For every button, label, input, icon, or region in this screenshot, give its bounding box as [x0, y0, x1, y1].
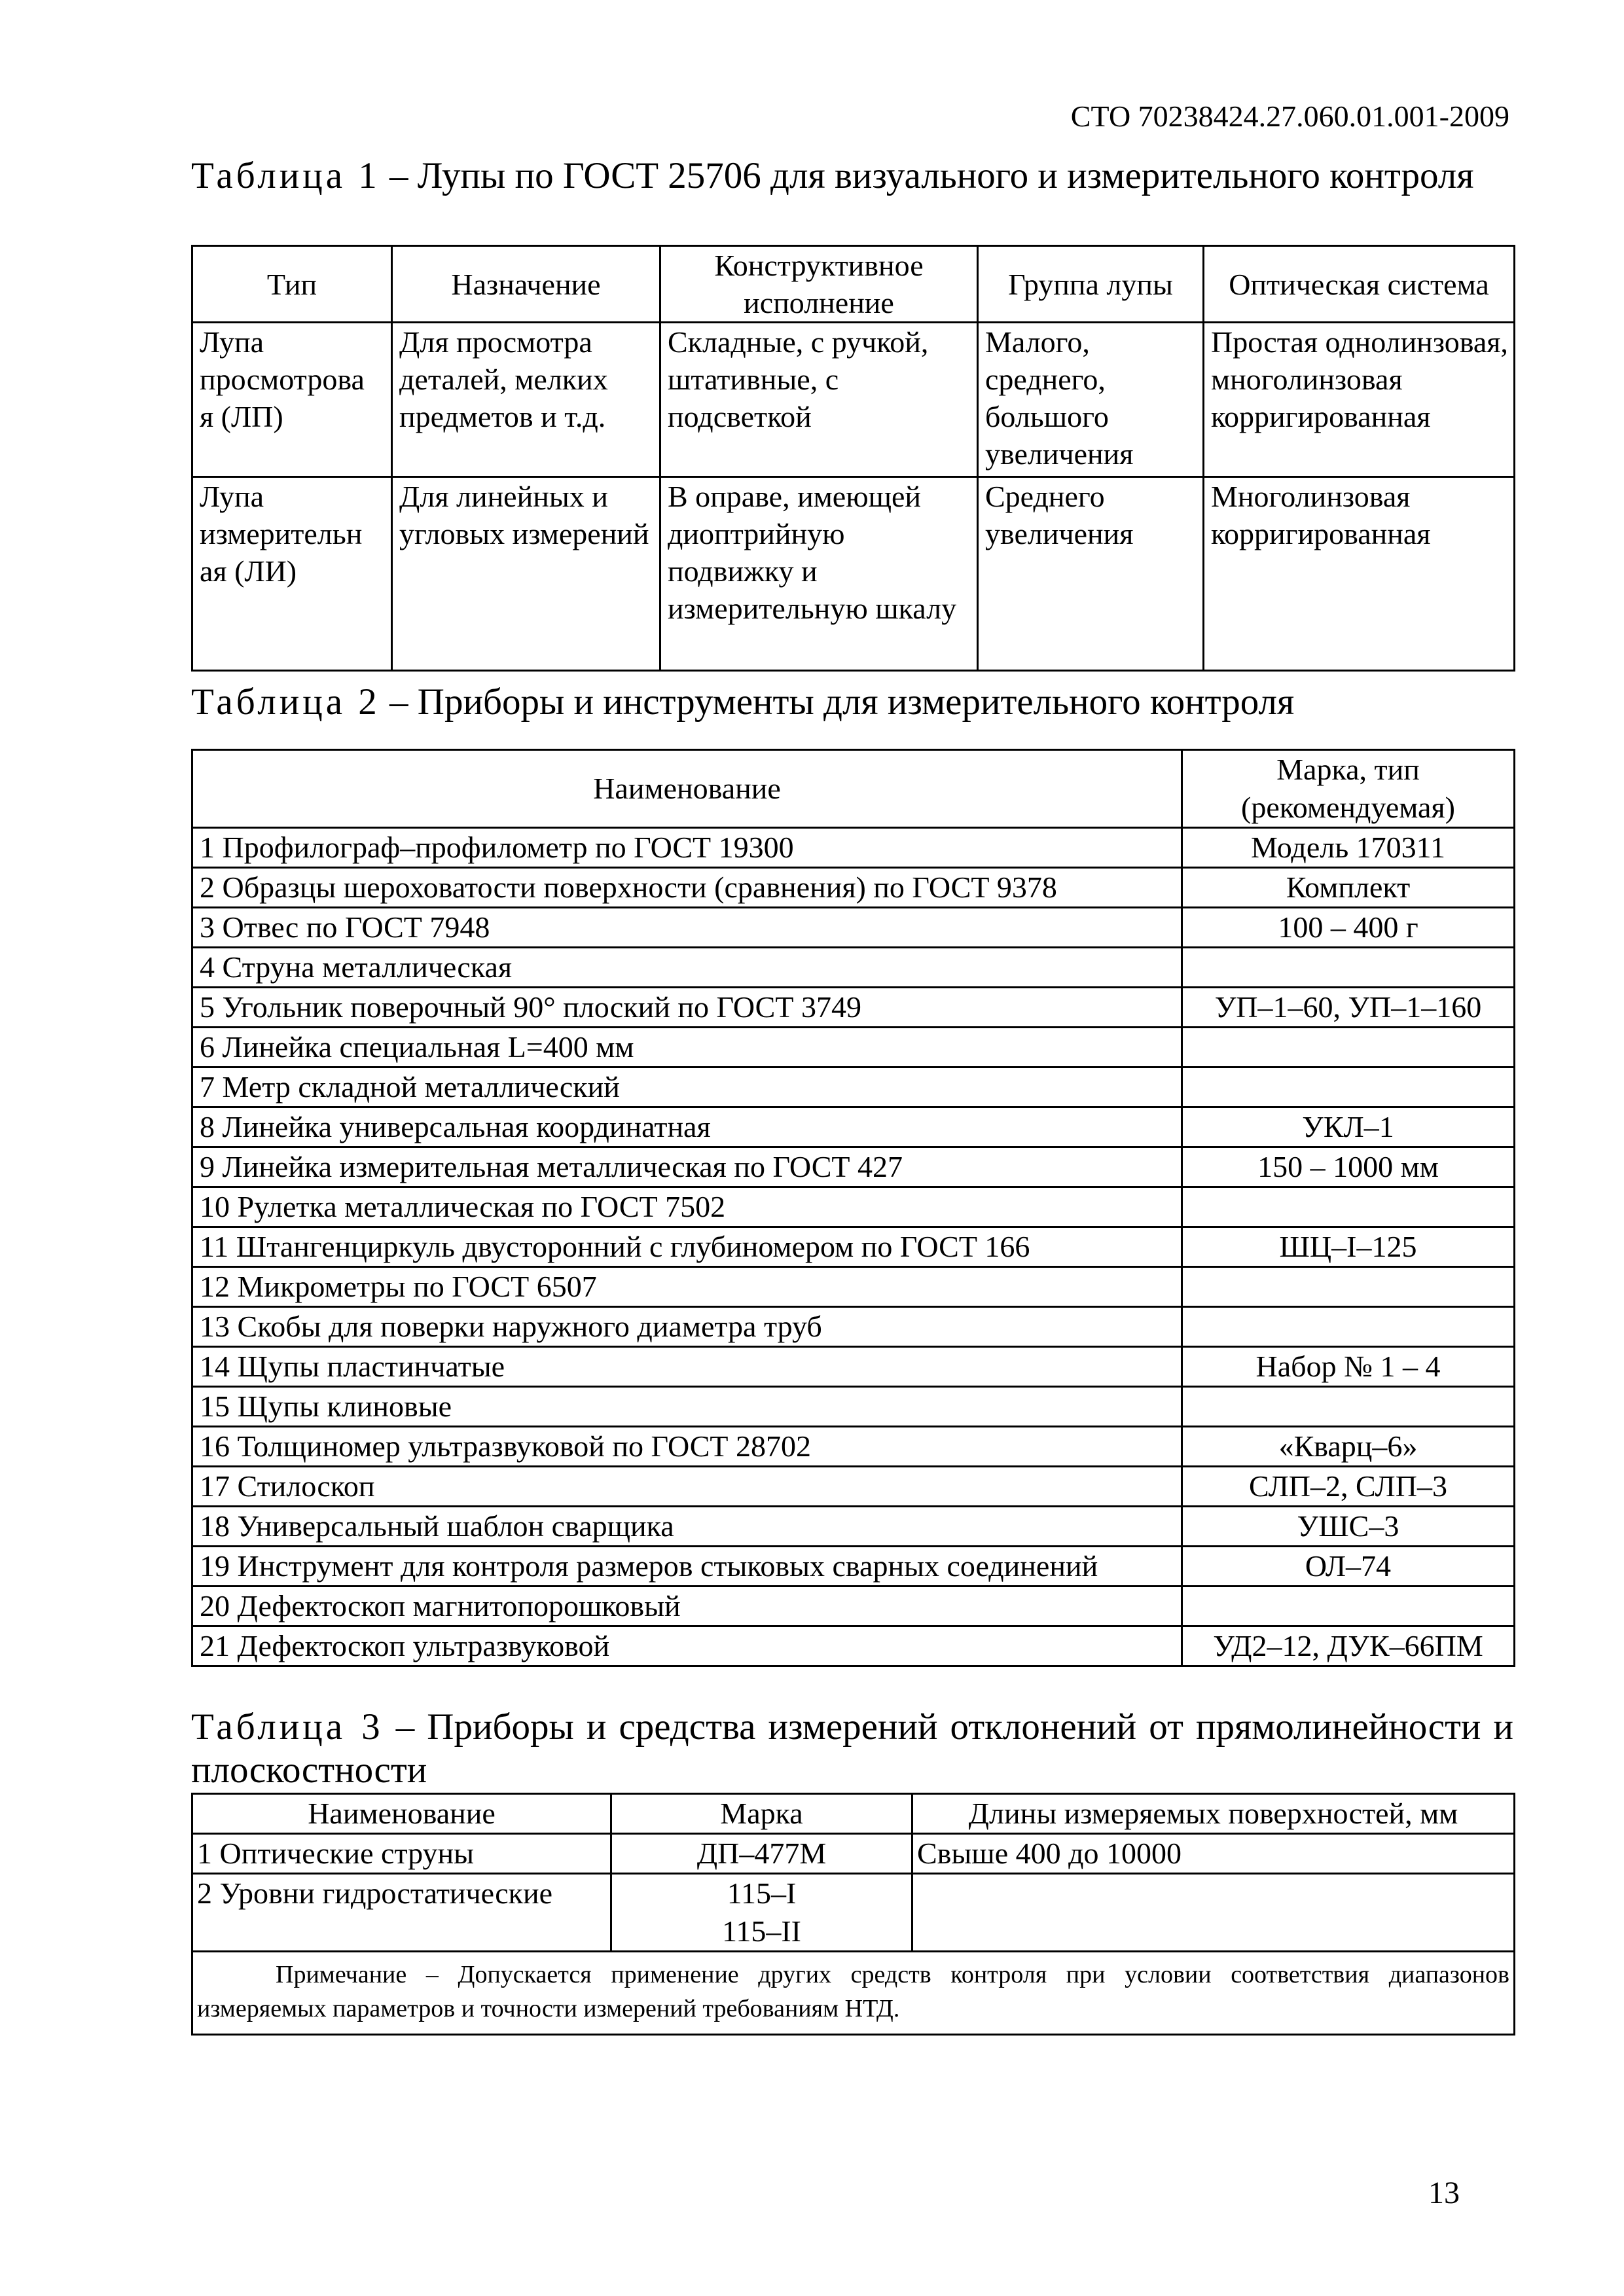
- table3-caption-text: – Приборы и средства измерений отклонений от прямолинейности и плоскостности: [191, 1706, 1514, 1791]
- table3-mark-line: 115–II: [722, 1914, 801, 1948]
- table1-row: [192, 477, 1515, 671]
- table2-row: [192, 1626, 1515, 1666]
- table2-row: [192, 828, 1515, 868]
- table2-cell-name: 17 Стилоскоп: [192, 1467, 1182, 1507]
- table-magnifiers: [191, 245, 1515, 672]
- table2-cell-mark: [1182, 948, 1515, 988]
- table3-mark-line: 115–I: [727, 1876, 797, 1910]
- table2-row: [192, 1107, 1515, 1147]
- table2-caption-label: Таблица 2: [191, 681, 380, 723]
- table1-cell: Многолинзовая корригированная: [1204, 477, 1515, 671]
- table3-caption: [191, 1706, 1513, 1792]
- table1-cell: Среднего увеличения: [978, 477, 1204, 671]
- table-straightness-instruments: [191, 1793, 1515, 2036]
- table2-row: [192, 988, 1515, 1028]
- table3-cell-mark: [611, 1874, 912, 1952]
- table2-cell-mark: [1182, 1307, 1515, 1347]
- table1-cell: Малого, среднего, большого увеличения: [978, 323, 1204, 477]
- table3-cell-mark: ДП–477М: [611, 1834, 912, 1874]
- table2-row: [192, 1427, 1515, 1467]
- table2-cell-name: 12 Микрометры по ГОСТ 6507: [192, 1267, 1182, 1307]
- table2-cell-name: 18 Универсальный шаблон сварщика: [192, 1507, 1182, 1547]
- table2-row: [192, 948, 1515, 988]
- table1-row: [192, 323, 1515, 477]
- table1-header-cell: Тип: [192, 246, 392, 323]
- table1-cell: В оправе, имеющей диоптрийную подвижку и измерительную шкалу: [660, 477, 978, 671]
- table2-row: [192, 1587, 1515, 1626]
- table1-header-row: [192, 246, 1515, 323]
- table2-cell-mark: Набор № 1 – 4: [1182, 1347, 1515, 1387]
- table2-cell-mark: ОЛ–74: [1182, 1547, 1515, 1587]
- table2-cell-name: 20 Дефектоскоп магнитопорошковый: [192, 1587, 1182, 1626]
- table1-caption-label: Таблица 1: [191, 155, 380, 196]
- table3-note: Примечание – Допускается применение других средств контроля при условии соответствия диапазонов измеряемых параметров и точности измерений требованиям НТД.: [192, 1952, 1515, 2035]
- table2-cell-name: 8 Линейка универсальная координатная: [192, 1107, 1182, 1147]
- table2-row: [192, 1467, 1515, 1507]
- table3-cell-length: [912, 1874, 1515, 1952]
- table2-row: [192, 1507, 1515, 1547]
- table2-row: [192, 1187, 1515, 1227]
- table1-cell: Для просмотра деталей, мелких предметов и т.д.: [392, 323, 660, 477]
- table2-cell-mark: [1182, 1387, 1515, 1427]
- table2-header-cell: Марка, тип (рекомендуемая): [1182, 750, 1515, 828]
- table1-cell: Лупа просмотрова я (ЛП): [192, 323, 392, 477]
- table2-cell-mark: УКЛ–1: [1182, 1107, 1515, 1147]
- table1-cell: Лупа измерительн ая (ЛИ): [192, 477, 392, 671]
- table2-row: [192, 1347, 1515, 1387]
- table3-header-row: [192, 1794, 1515, 1834]
- table1-caption: [191, 154, 1513, 198]
- table2-cell-name: 5 Угольник поверочный 90° плоский по ГОСТ 3749: [192, 988, 1182, 1028]
- table1-caption-text: – Лупы по ГОСТ 25706 для визуального и измерительного контроля: [389, 155, 1474, 196]
- table2-cell-name: 11 Штангенциркуль двусторонний с глубиномером по ГОСТ 166: [192, 1227, 1182, 1267]
- table2-header-cell: Наименование: [192, 750, 1182, 828]
- table2-cell-name: 2 Образцы шероховатости поверхности (сравнения) по ГОСТ 9378: [192, 868, 1182, 908]
- table2-cell-name: 19 Инструмент для контроля размеров стыковых сварных соединений: [192, 1547, 1182, 1587]
- table1-cell: Простая однолинзовая, многолинзовая корригированная: [1204, 323, 1515, 477]
- table2-cell-name: 14 Щупы пластинчатые: [192, 1347, 1182, 1387]
- table2-row: [192, 1547, 1515, 1587]
- table2-cell-mark: УШС–3: [1182, 1507, 1515, 1547]
- table2-caption-text: – Приборы и инструменты для измерительного контроля: [389, 681, 1295, 723]
- table2-cell-name: 6 Линейка специальная L=400 мм: [192, 1028, 1182, 1067]
- table3-note-row: [192, 1952, 1515, 2035]
- table2-row: [192, 1147, 1515, 1187]
- table2-cell-mark: 100 – 400 г: [1182, 908, 1515, 948]
- table3-cell-name: 1 Оптические струны: [192, 1834, 611, 1874]
- table2-row: [192, 868, 1515, 908]
- table2-row: [192, 1227, 1515, 1267]
- table2-row: [192, 1028, 1515, 1067]
- table2-cell-mark: [1182, 1187, 1515, 1227]
- table2-cell-name: 7 Метр складной металлический: [192, 1067, 1182, 1107]
- table2-cell-mark: [1182, 1587, 1515, 1626]
- table2-cell-name: 4 Струна металлическая: [192, 948, 1182, 988]
- table2-cell-mark: 150 – 1000 мм: [1182, 1147, 1515, 1187]
- table2-row: [192, 1267, 1515, 1307]
- table1-header-cell: Конструктивное исполнение: [660, 246, 978, 323]
- table2-cell-mark: СЛП–2, СЛП–3: [1182, 1467, 1515, 1507]
- table2-cell-name: 21 Дефектоскоп ультразвуковой: [192, 1626, 1182, 1666]
- table2-cell-mark: «Кварц–6»: [1182, 1427, 1515, 1467]
- table1-header-cell: Назначение: [392, 246, 660, 323]
- table2-cell-name: 10 Рулетка металлическая по ГОСТ 7502: [192, 1187, 1182, 1227]
- table1-cell: Для линейных и угловых измерений: [392, 477, 660, 671]
- document-code: СТО 70238424.27.060.01.001-2009: [1070, 99, 1509, 133]
- table3-caption-label: Таблица 3: [191, 1706, 384, 1748]
- table3-cell-length: Свыше 400 до 10000: [912, 1834, 1515, 1874]
- table3-row: [192, 1874, 1515, 1952]
- table2-header-row: [192, 750, 1515, 828]
- table2-cell-mark: Комплект: [1182, 868, 1515, 908]
- table2-cell-mark: [1182, 1267, 1515, 1307]
- table2-row: [192, 908, 1515, 948]
- table2-cell-name: 1 Профилограф–профилометр по ГОСТ 19300: [192, 828, 1182, 868]
- page-number: 13: [1428, 2176, 1460, 2210]
- table2-cell-name: 16 Толщиномер ультразвуковой по ГОСТ 28702: [192, 1427, 1182, 1467]
- table2-cell-name: 13 Скобы для поверки наружного диаметра труб: [192, 1307, 1182, 1347]
- table2-row: [192, 1387, 1515, 1427]
- table2-cell-name: 15 Щупы клиновые: [192, 1387, 1182, 1427]
- table2-caption: [191, 681, 1513, 724]
- table1-header-cell: Группа лупы: [978, 246, 1204, 323]
- table2-cell-mark: УП–1–60, УП–1–160: [1182, 988, 1515, 1028]
- table3-cell-name: 2 Уровни гидростатические: [192, 1874, 611, 1952]
- table2-cell-mark: Модель 170311: [1182, 828, 1515, 868]
- table2-cell-mark: ШЦ–I–125: [1182, 1227, 1515, 1267]
- table2-cell-mark: УД2–12, ДУК–66ПМ: [1182, 1626, 1515, 1666]
- table2-row: [192, 1307, 1515, 1347]
- table2-cell-name: 3 Отвес по ГОСТ 7948: [192, 908, 1182, 948]
- table2-cell-name: 9 Линейка измерительная металлическая по ГОСТ 427: [192, 1147, 1182, 1187]
- table2-cell-mark: [1182, 1028, 1515, 1067]
- table2-row: [192, 1067, 1515, 1107]
- table3-header-cell: Марка: [611, 1794, 912, 1834]
- table-instruments: [191, 749, 1515, 1667]
- table3-row: [192, 1834, 1515, 1874]
- table3-header-cell: Наименование: [192, 1794, 611, 1834]
- table1-header-cell: Оптическая система: [1204, 246, 1515, 323]
- table3-header-cell: Длины измеряемых поверхностей, мм: [912, 1794, 1515, 1834]
- table2-cell-mark: [1182, 1067, 1515, 1107]
- table1-cell: Складные, с ручкой, штативные, с подсветкой: [660, 323, 978, 477]
